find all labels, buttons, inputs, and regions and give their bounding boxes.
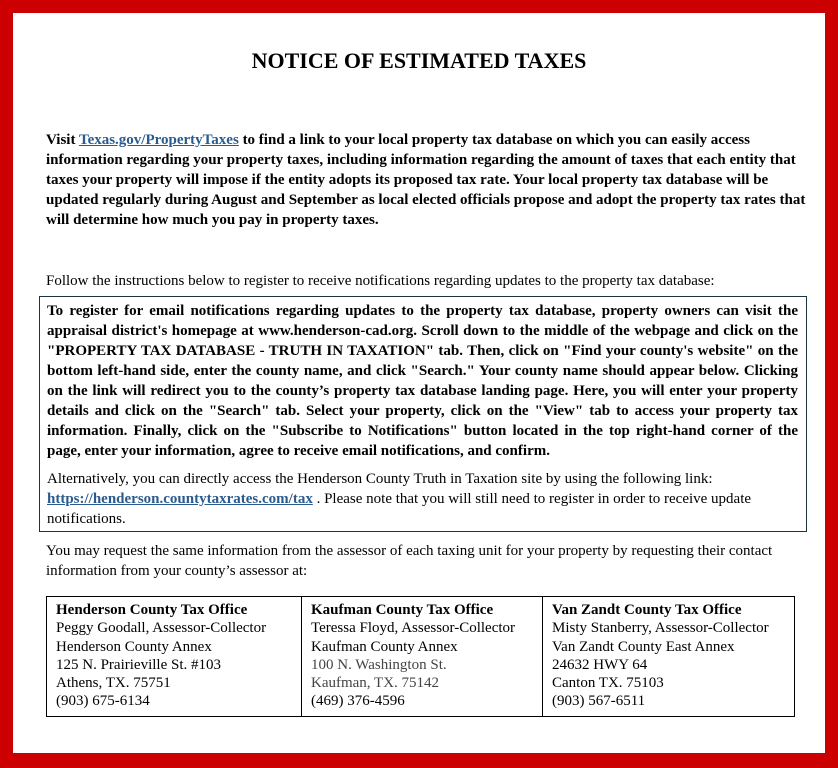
page-title: NOTICE OF ESTIMATED TAXES [251, 48, 587, 73]
office-name: Henderson County Tax Office [56, 602, 248, 618]
office-phone: (469) 376-4596 [311, 693, 405, 710]
tax-offices-row [47, 597, 795, 717]
office-assessor: Misty Stanberry, Assessor-Collector [552, 620, 769, 637]
office-city: Athens, TX. 75751 [56, 675, 171, 692]
office-phone: (903) 675-6134 [56, 693, 150, 710]
alternative-prefix: Alternatively, you can directly access the Henderson County Truth in Taxation site by using the following link: [47, 471, 713, 487]
office-street: 125 N. Prairieville St. #103 [56, 656, 221, 673]
office-assessor: Peggy Goodall, Assessor-Collector [56, 620, 267, 637]
office-name: Van Zandt County Tax Office [552, 602, 742, 618]
office-building: Kaufman County Annex [311, 638, 458, 655]
office-assessor: Teressa Floyd, Assessor-Collector [311, 620, 516, 637]
office-name: Kaufman County Tax Office [311, 602, 494, 618]
tax-offices-table [46, 596, 795, 717]
office-city: Canton TX. 75103 [552, 675, 664, 692]
office-street: 100 N. Washington St. [311, 656, 447, 673]
office-cell-kaufman [302, 597, 543, 717]
intro-paragraph [46, 130, 806, 230]
office-building: Henderson County Annex [56, 638, 212, 655]
henderson-truth-in-taxation-link[interactable]: https://henderson.countytaxrates.com/tax [47, 491, 313, 507]
alternative-access-text [47, 469, 798, 529]
office-phone: (903) 567-6511 [552, 693, 646, 710]
alternative-suffix: . Please note that you will still need to register in order to receive update notifications. [47, 491, 752, 527]
instructions-box [39, 296, 807, 532]
office-cell-van-zandt [543, 597, 795, 717]
office-street: 24632 HWY 64 [552, 656, 648, 673]
follow-instructions-text: Follow the instructions below to register to receive notifications regarding updates to the property tax database: [46, 273, 715, 289]
office-building: Van Zandt County East Annex [552, 638, 735, 655]
register-instructions: To register for email notifications regarding updates to the property tax database, property owners can visit the appraisal district's homepage at www.henderson-cad.org. Scroll down to the middle of the webpage and click on the "PROPERTY TAX DATABASE - TRUTH IN TAXATION" tab. Then, click on "Find your county's website" on the bottom left-hand side, enter the county name, and click "Search." Your county name should appear below. Clicking on the link will redirect you to the county’s property tax database landing page. Here, you will enter your property details and click on the "Search" tab. Select your property, click on the "View" tab to access your property tax information. Finally, click on the "Subscribe to Notifications" button located in the top right-hand corner of the page, enter your information, agree to receive email notifications, and confirm. [47, 303, 798, 459]
texas-property-taxes-link[interactable]: Texas.gov/PropertyTaxes [78, 132, 239, 148]
request-info-text: You may request the same information from the assessor of each taxing unit for your property by requesting their contact information from your county’s assessor at: [46, 543, 773, 579]
intro-prefix: Visit [46, 132, 79, 148]
office-cell-henderson [47, 597, 302, 717]
office-city: Kaufman, TX. 75142 [311, 675, 440, 692]
intro-suffix: to find a link to your local property tax database on which you can easily access information regarding your property taxes, including information regarding the amount of taxes that each entity that taxes your property will impose if the entity adopts its proposed tax rate. Your local property tax database will be updated regularly during August and September as local elected officials propose and adopt the property tax rates that will determine how much you pay in property taxes. [46, 132, 806, 228]
